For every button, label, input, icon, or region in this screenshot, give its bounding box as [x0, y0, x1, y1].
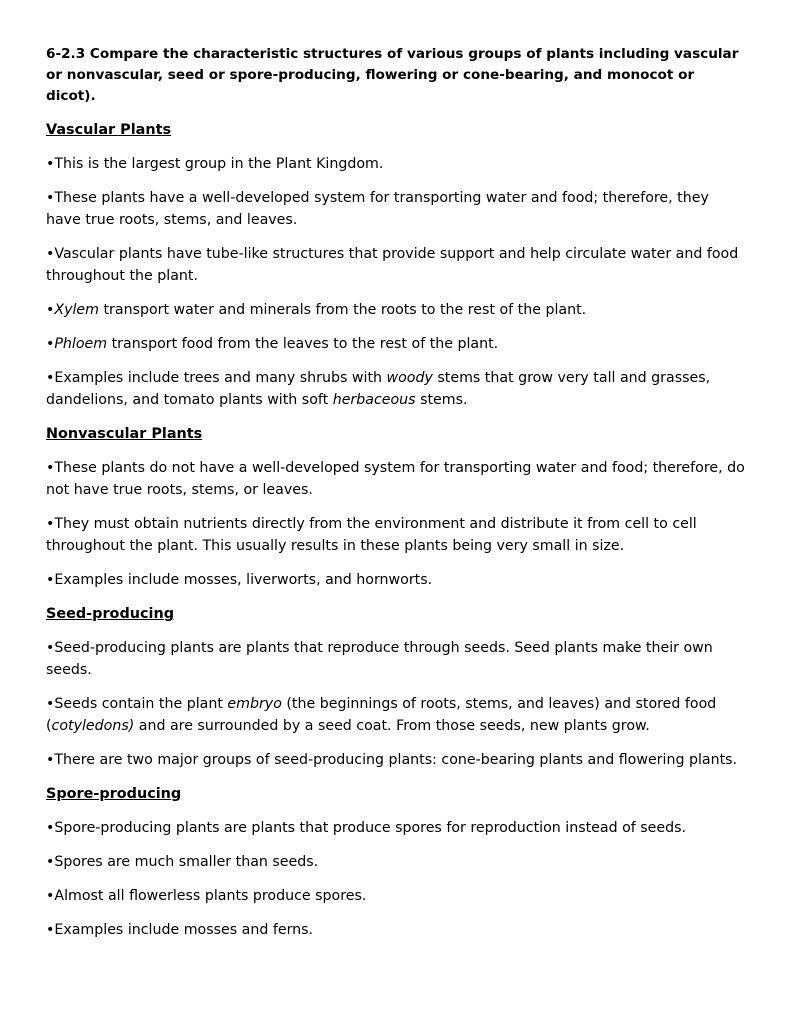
heading-nonvascular-plants: Nonvascular Plants — [46, 426, 203, 442]
spore-point-3: •Almost all flowerless plants produce spores. — [46, 888, 367, 904]
seed-point-1: •Seed-producing plants are plants that reproduce through seeds. Seed plants make their own seeds. — [46, 640, 713, 678]
heading-seed-producing: Seed-producing — [46, 606, 174, 622]
xylem-description: transport water and minerals from the roots to the rest of the plant. — [98, 302, 587, 318]
vascular-point-2: •These plants have a well-developed system for transporting water and food; therefore, they have true roots, stems, and leaves. — [46, 190, 709, 228]
term-embryo: embryo — [227, 696, 282, 712]
term-cotyledons: cotyledons) — [51, 718, 135, 734]
vascular-point-1: •This is the largest group in the Plant Kingdom. — [46, 156, 384, 172]
document-page — [46, 44, 746, 953]
spore-point-1: •Spore-producing plants are plants that produce spores for reproduction instead of seeds. — [46, 820, 687, 836]
seed-text-a: •Seeds contain the plant — [46, 696, 228, 712]
vascular-point-examples — [46, 367, 746, 411]
term-woody: woody — [386, 370, 433, 386]
term-phloem: •Phloem — [46, 336, 108, 352]
seed-text-c: and are surrounded by a seed coat. From those seeds, new plants grow. — [134, 718, 650, 734]
heading-spore-producing: Spore-producing — [46, 786, 182, 802]
seed-point-2 — [46, 693, 746, 737]
phloem-description: transport food from the leaves to the rest of the plant. — [107, 336, 499, 352]
spore-point-4: •Examples include mosses and ferns. — [46, 922, 314, 938]
nonvascular-point-3: •Examples include mosses, liverworts, and hornworts. — [46, 572, 433, 588]
heading-vascular-plants: Vascular Plants — [46, 122, 172, 138]
spore-point-2: •Spores are much smaller than seeds. — [46, 854, 319, 870]
nonvascular-point-1: •These plants do not have a well-developed system for transporting water and food; therefore, do not have true roots, stems, or leaves. — [46, 460, 745, 498]
examples-text-c: stems. — [415, 392, 468, 408]
term-xylem: •Xylem — [46, 302, 99, 318]
nonvascular-point-2: •They must obtain nutrients directly from the environment and distribute it from cell to cell throughout the plant. This usually results in these plants being very small in size. — [46, 516, 697, 554]
seed-point-3: •There are two major groups of seed-producing plants: cone-bearing plants and flowering plants. — [46, 752, 738, 768]
examples-text-b: stems that grow very tall and grasses, dandelions, and tomato plants with soft — [46, 370, 711, 408]
seed-text-b: (the beginnings of roots, stems, and leaves) and stored food ( — [46, 696, 717, 734]
standard-statement: 6-2.3 Compare the characteristic structures of various groups of plants including vascular or nonvascular, seed or spore-producing, flowering or cone-bearing, and monocot or dicot). — [46, 46, 739, 104]
vascular-point-phloem — [46, 333, 746, 355]
examples-text-a: •Examples include trees and many shrubs with — [46, 370, 387, 386]
vascular-point-3: •Vascular plants have tube-like structures that provide support and help circulate water and food throughout the plant. — [46, 246, 739, 284]
vascular-point-xylem — [46, 299, 746, 321]
term-herbaceous: herbaceous — [332, 392, 416, 408]
